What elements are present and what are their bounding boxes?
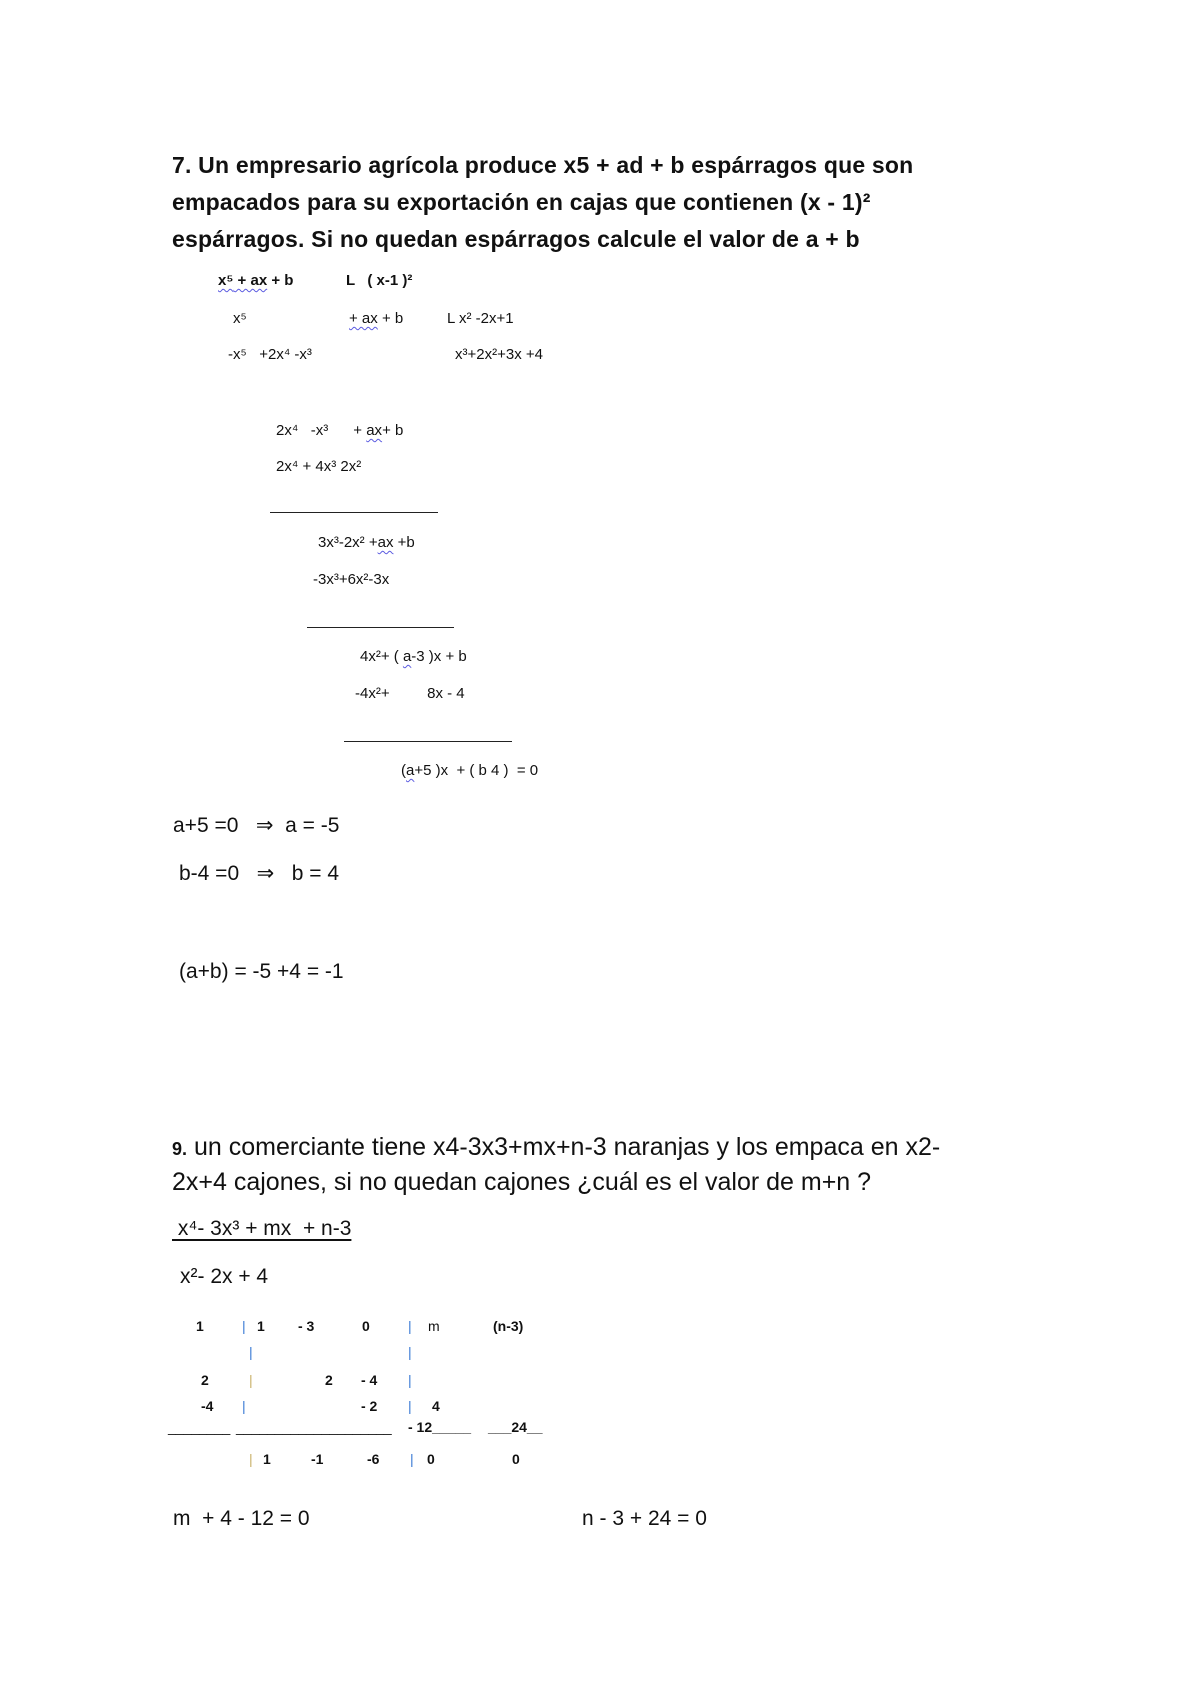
result-n: n - 3 + 24 = 0 (582, 1507, 707, 1530)
problem-7-line-3: espárragos. Si no quedan espárragos calcule el valor de a + b (172, 226, 860, 252)
syn-underline-mid: ____________________ (236, 1419, 392, 1435)
syn-r1-c4: 0 (362, 1318, 370, 1334)
syn-r6-c3: -6 (367, 1451, 380, 1467)
row-6-b: +b (393, 534, 415, 551)
b-term: + b (377, 310, 404, 327)
syn-bar: | (410, 1451, 414, 1467)
syn-r6-c5: 0 (512, 1451, 520, 1467)
problem-9-text: un comerciante tiene x4-3x3+mx+n-3 naranjas y los empaca en x2- (187, 1133, 941, 1161)
division-row-6 (318, 534, 415, 551)
division-row-8 (360, 648, 467, 665)
result-b: b-4 =0 ⇒ b = 4 (179, 862, 340, 885)
division-remainder (401, 762, 538, 779)
result-a: a+5 =0 ⇒ a = -5 (173, 814, 340, 837)
syn-r1-c5: m (428, 1318, 440, 1334)
syn-r6-c4: 0 (427, 1451, 435, 1467)
division-row-2-x5: x⁵ (233, 310, 247, 327)
division-row-7: -3x³+6x²-3x (313, 571, 390, 588)
dividend-b: + b (267, 272, 294, 289)
division-rule-2 (307, 627, 454, 628)
problem-7-line-2: empacados para su exportación en cajas que contienen (x - 1)² (172, 189, 871, 215)
syn-r6-c1: 1 (263, 1451, 271, 1467)
syn-r6-c2: -1 (311, 1451, 324, 1467)
division-row-2-ax (349, 310, 403, 327)
rem-a: ( (401, 762, 406, 779)
division-rule-3 (344, 741, 512, 742)
rem-c: +5 )x + ( b 4 ) = 0 (414, 762, 539, 779)
syn-r1-c6: (n-3) (493, 1318, 524, 1334)
division-row-5: 2x⁴ + 4x³ 2x² (276, 458, 362, 475)
row-8-a-var: a (402, 648, 412, 665)
syn-bar: | (249, 1344, 253, 1360)
division-row-9: -4x²+ 8x - 4 (355, 685, 465, 702)
syn-underline-right-a: - 12_____ (408, 1419, 472, 1435)
division-row-4 (276, 422, 403, 439)
row-6-a: 3x³-2x² + (318, 534, 378, 551)
syn-r4-c3: 4 (432, 1398, 440, 1414)
syn-bar: | (249, 1451, 253, 1467)
ax-term: + ax (349, 310, 378, 327)
row-8-c: -3 )x + b (411, 648, 467, 665)
row-8-a: 4x²+ ( (360, 648, 403, 665)
syn-underline-right-b: ___24__ (488, 1419, 543, 1435)
problem-9-dividend: x⁴- 3x³ + mx + n-3 (172, 1217, 352, 1240)
syn-r1-c1: 1 (196, 1318, 204, 1334)
division-row-3: -x⁵ +2x⁴ -x³ (228, 346, 312, 363)
problem-9-number: 9. (172, 1139, 188, 1159)
syn-r1-c3: - 3 (298, 1318, 315, 1334)
syn-underline-left: ________ (168, 1419, 231, 1435)
division-row-dividend (218, 272, 293, 289)
syn-r4-c1: -4 (201, 1398, 214, 1414)
syn-bar: | (408, 1318, 412, 1334)
dividend-x5: x⁵ (218, 272, 234, 289)
dividend-ax: + ax (233, 272, 268, 289)
row-4-ax: ax (366, 422, 383, 439)
problem-9-line-1 (172, 1133, 940, 1162)
syn-r3-c3: - 4 (361, 1372, 378, 1388)
row-6-ax: ax (377, 534, 394, 551)
problem-9-line-2: 2x+4 cajones, si no quedan cajones ¿cuál es el valor de m+n ? (172, 1168, 872, 1196)
division-row-2-divisor: L x² -2x+1 (447, 310, 514, 327)
syn-bar: | (408, 1344, 412, 1360)
syn-bar: | (242, 1318, 246, 1334)
syn-bar: | (242, 1398, 246, 1414)
syn-bar: | (408, 1372, 412, 1388)
division-row-divisor: L ( x-1 )² (346, 272, 413, 289)
division-rule-1 (270, 512, 438, 513)
problem-7-line-1: 7. Un empresario agrícola produce x5 + ad + b espárragos que son (172, 152, 914, 178)
quotient: x³+2x²+3x +4 (455, 346, 543, 363)
syn-bar: | (249, 1372, 253, 1388)
row-4-b: + b (382, 422, 404, 439)
result-m: m + 4 - 12 = 0 (173, 1507, 310, 1530)
result-sum: (a+b) = -5 +4 = -1 (179, 960, 344, 983)
syn-r3-c2: 2 (325, 1372, 333, 1388)
problem-9-divisor: x²- 2x + 4 (180, 1265, 269, 1288)
row-4-a: 2x⁴ -x³ + (276, 422, 367, 439)
syn-r3-c1: 2 (201, 1372, 209, 1388)
rem-a-var: a (406, 762, 415, 779)
syn-r4-c2: - 2 (361, 1398, 378, 1414)
syn-r1-c2: 1 (257, 1318, 265, 1334)
syn-bar: | (408, 1398, 412, 1414)
